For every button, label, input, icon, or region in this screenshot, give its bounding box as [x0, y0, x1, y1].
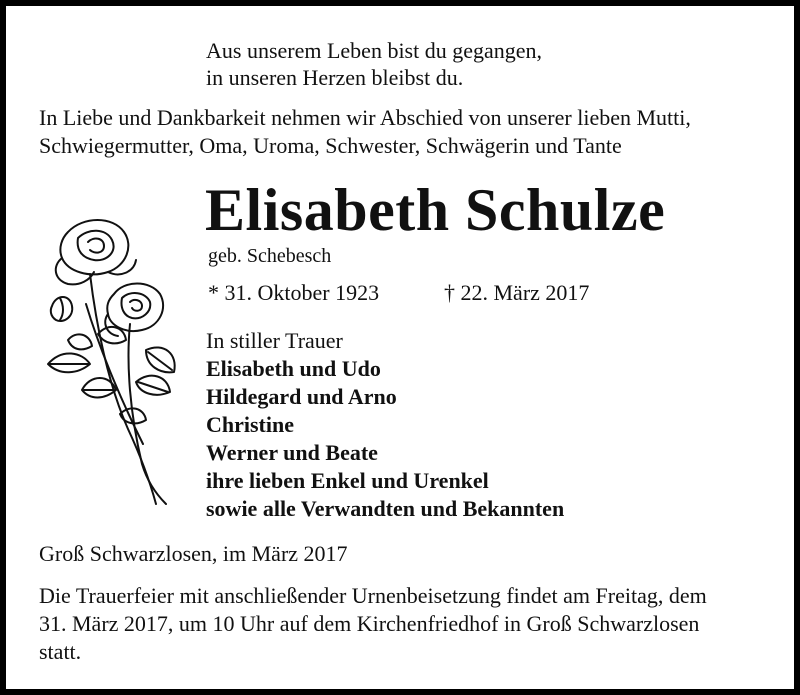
verse-line-1: Aus unserem Leben bist du gegangen,	[206, 38, 543, 63]
mourners-intro: In stiller Trauer	[206, 328, 343, 353]
place-date: Groß Schwarzlosen, im März 2017	[39, 541, 348, 566]
service-line-2: 31. März 2017, um 10 Uhr auf dem Kirchenfriedhof in Groß Schwarzlosen	[39, 611, 700, 636]
intro-line-1: In Liebe und Dankbarkeit nehmen wir Abschied von unserer lieben Mutti,	[39, 105, 691, 130]
rose-illustration	[38, 214, 183, 509]
service-line-3: statt.	[39, 639, 82, 664]
intro-line-2: Schwiegermutter, Oma, Uroma, Schwester, Schwägerin und Tante	[39, 133, 622, 158]
death-date: † 22. März 2017	[444, 280, 590, 305]
mourner-line: Elisabeth und Udo	[206, 356, 381, 381]
mourner-line: Hildegard und Arno	[206, 384, 397, 409]
service-line-1: Die Trauerfeier mit anschließender Urnenbeisetzung findet am Freitag, dem	[39, 583, 707, 608]
mourner-line: Christine	[206, 412, 294, 437]
maiden-name: geb. Schebesch	[208, 245, 332, 267]
birth-date: * 31. Oktober 1923	[208, 280, 380, 305]
deceased-name: Elisabeth Schulze	[205, 177, 666, 243]
mourner-line: ihre lieben Enkel und Urenkel	[206, 468, 489, 493]
mourner-line: sowie alle Verwandten und Bekannten	[206, 496, 565, 521]
verse-line-2: in unseren Herzen bleibst du.	[206, 65, 464, 90]
mourner-line: Werner und Beate	[206, 440, 378, 465]
